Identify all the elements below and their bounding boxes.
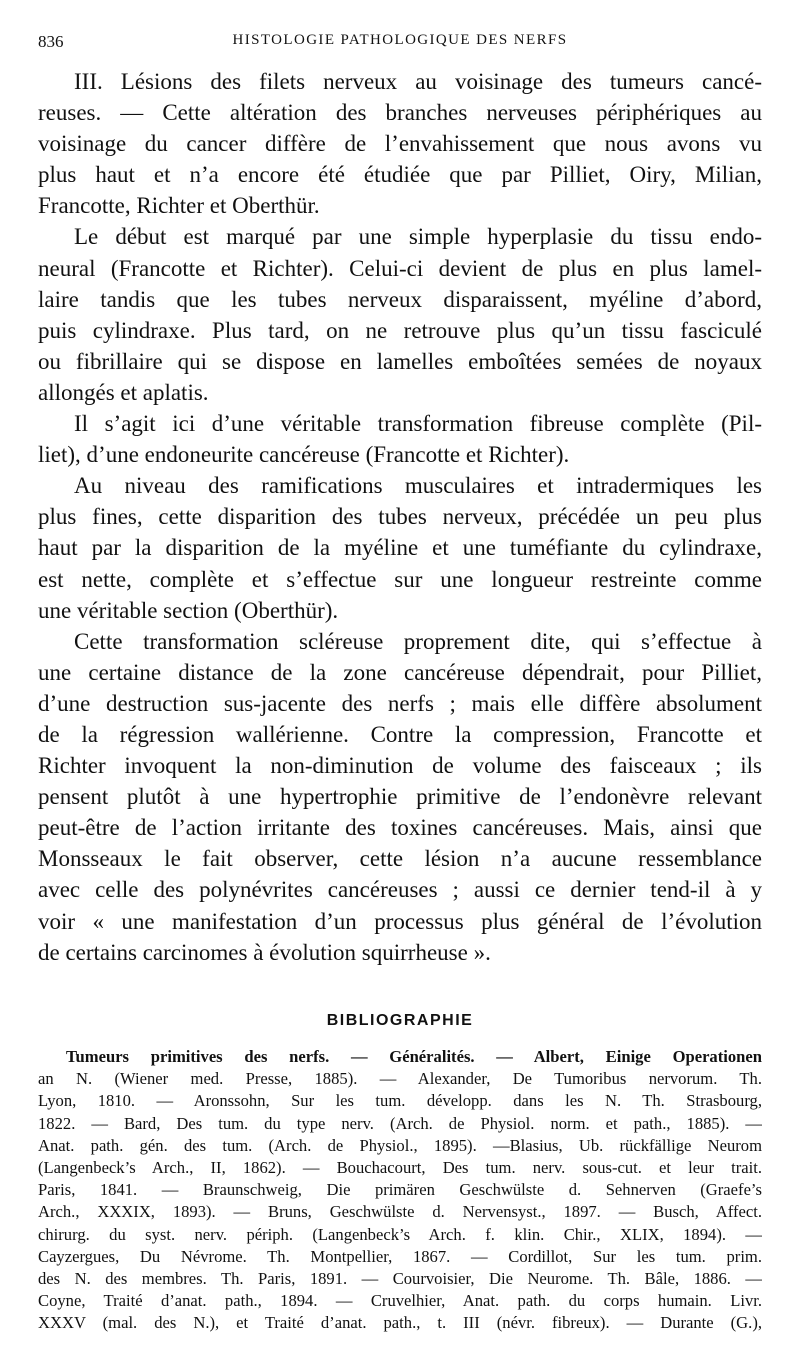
- bibliography-line: chirurg. du syst. nerv. périph. (Langenbeck’s Arch. f. klin. Chir., XLIX, 1894). —: [38, 1224, 762, 1244]
- body-line: ou fibrillaire qui se dispose en lamelles emboîtées semées de noyaux: [38, 348, 762, 374]
- bibliography-line: an N. (Wiener med. Presse, 1885). — Alexander, De Tumoribus nervorum. Th.: [38, 1069, 762, 1089]
- bibliography-line: Paris, 1841. — Braunschweig, Die primären Geschwülste d. Sehnerven (Graefe’s: [38, 1180, 762, 1200]
- bibliography-line: 1822. — Bard, Des tum. du type nerv. (Arch. de Physiol. norm. et path., 1885). —: [38, 1113, 762, 1133]
- body-line: pensent plutôt à une hypertrophie primitive de l’endonèvre relevant: [38, 784, 762, 810]
- body-line: plus haut et n’a encore été étudiée que par Pilliet, Oiry, Milian,: [38, 162, 762, 188]
- body-line: voir « une manifestation d’un processus plus général de l’évolution: [38, 908, 762, 934]
- bibliography-line: Coyne, Traité d’anat. path., 1894. — Cruvelhier, Anat. path. du corps humain. Livr.: [38, 1291, 762, 1311]
- bibliography-heading: BIBLIOGRAPHIE: [326, 1012, 474, 1029]
- body-line: d’une destruction sus-jacente des nerfs ; mais elle diffère absolument: [38, 690, 762, 716]
- bibliography-line: Arch., XXXIX, 1893). — Bruns, Geschwülste d. Nervensyst., 1897. — Busch, Affect.: [38, 1202, 762, 1222]
- body-line: neural (Francotte et Richter). Celui-ci devient de plus en plus lamel-: [38, 255, 762, 281]
- body-line: Cette transformation scléreuse proprement dite, qui s’effectue à: [74, 628, 762, 654]
- bibliography-line: Cayzergues, Du Névrome. Th. Montpellier, 1867. — Cordillot, Sur les tum. prim.: [38, 1246, 762, 1266]
- body-line: plus fines, cette disparition des tubes nerveux, précédée un peu plus: [38, 504, 762, 530]
- body-line: Le début est marqué par une simple hyperplasie du tissu endo-: [74, 224, 762, 250]
- bibliography-line: XXXV (mal. des N.), et Traité d’anat. path., t. III (névr. fibreux). — Durante (G.),: [38, 1313, 762, 1333]
- running-title: HISTOLOGIE PATHOLOGIQUE DES NERFS: [232, 32, 568, 48]
- body-line: Au niveau des ramifications musculaires et intradermiques les: [74, 473, 762, 499]
- bibliography-line: Lyon, 1810. — Aronssohn, Sur les tum. développ. dans les N. Th. Strasbourg,: [38, 1091, 762, 1111]
- body-line: voisinage du cancer diffère de l’envahissement que nous avons vu: [38, 131, 762, 157]
- bibliography-line: Tumeurs primitives des nerfs. — Généralités. — Albert, Einige Operationen: [66, 1047, 762, 1066]
- body-line: Francotte, Richter et Oberthür.: [38, 193, 320, 219]
- body-line: de certains carcinomes à évolution squirrheuse ».: [38, 939, 491, 965]
- body-line: peut-être de l’action irritante des toxines cancéreuses. Mais, ainsi que: [38, 815, 762, 841]
- bibliography-line: Anat. path. gén. des tum. (Arch. de Physiol., 1895). —Blasius, Ub. rückfällige Neurom: [38, 1135, 762, 1155]
- body-text: [38, 66, 762, 968]
- body-line: une certaine distance de la zone cancéreuse dépendrait, pour Pilliet,: [38, 659, 762, 685]
- running-header: [38, 32, 762, 56]
- bibliography-line: des N. des membres. Th. Paris, 1891. — Courvoisier, Die Neurome. Th. Bâle, 1886. —: [38, 1268, 762, 1288]
- bibliography-list: [38, 1046, 762, 1334]
- body-line: allongés et aplatis.: [38, 379, 209, 405]
- body-line: Il s’agit ici d’une véritable transformation fibreuse complète (Pil-: [74, 411, 762, 437]
- body-line: liet), d’une endoneurite cancéreuse (Francotte et Richter).: [38, 442, 570, 468]
- bibliography-line: (Langenbeck’s Arch., II, 1862). — Bouchacourt, Des tum. nerv. sous-cut. et leur trait.: [38, 1157, 762, 1177]
- body-line: une véritable section (Oberthür).: [38, 597, 339, 623]
- body-line: Richter invoquent la non-diminution de volume des faisceaux ; ils: [38, 753, 762, 779]
- body-line: laire tandis que les tubes nerveux disparaissent, myéline d’abord,: [38, 286, 762, 312]
- body-line: haut par la disparition de la myéline et une tuméfiante du cylindraxe,: [38, 535, 762, 561]
- body-line: III. Lésions des filets nerveux au voisinage des tumeurs cancé-: [74, 69, 762, 94]
- page-number: 836: [38, 32, 64, 51]
- body-line: reuses. — Cette altération des branches nerveuses périphériques au: [38, 100, 762, 126]
- body-line: de la régression wallérienne. Contre la compression, Francotte et: [38, 721, 762, 747]
- body-line: Monsseaux le fait observer, cette lésion n’a aucune ressemblance: [38, 846, 762, 872]
- body-line: est nette, complète et s’effectue sur une longueur restreinte comme: [38, 566, 762, 592]
- body-line: puis cylindraxe. Plus tard, on ne retrouve plus qu’un tissu fasciculé: [38, 317, 762, 343]
- body-line: avec celle des polynévrites cancéreuses ; aussi ce dernier tend-il à y: [38, 877, 762, 903]
